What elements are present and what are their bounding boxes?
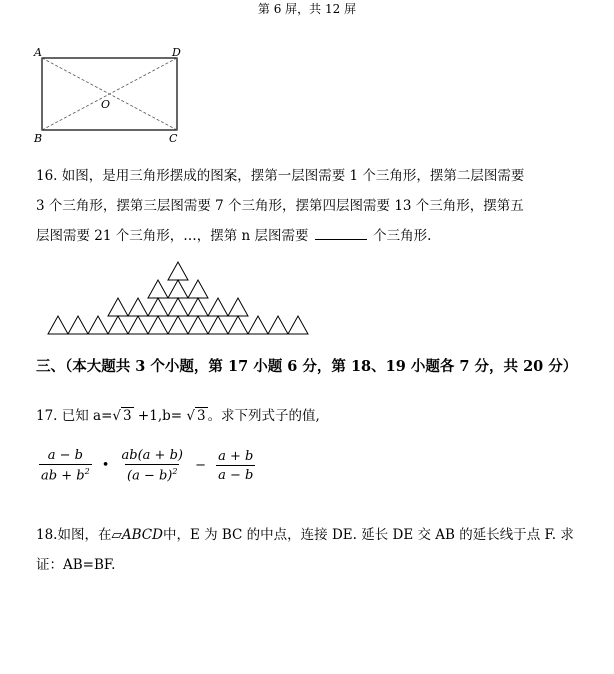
q17-expression [36, 448, 258, 483]
pattern-triangle [268, 316, 288, 334]
pattern-triangle [148, 316, 168, 334]
pattern-triangle [228, 298, 248, 316]
multiply-dot: • [101, 458, 110, 474]
q18-prefix: 18.如图，在 [36, 527, 112, 543]
pattern-triangle [188, 298, 208, 316]
label-d: D [172, 46, 181, 59]
pattern-triangle [188, 280, 208, 298]
pattern-triangle [128, 298, 148, 316]
pattern-triangle [248, 316, 268, 334]
fraction-1: $\frac{a - b}{ab + b^2}$ [41, 448, 90, 484]
pattern-triangle [68, 316, 88, 334]
pattern-triangle [188, 316, 208, 334]
sqrt-3-a: √ 3 [112, 408, 132, 424]
pattern-triangle [168, 316, 188, 334]
q17-prefix: 17. 已知 a= [36, 408, 113, 424]
pattern-triangle [288, 316, 308, 334]
q16-line3-after: 个三角形. [373, 228, 432, 244]
pattern-triangle [48, 316, 68, 334]
pattern-triangle [108, 316, 128, 334]
pattern-triangle [108, 298, 128, 316]
section-3-title: 三、（本大题共 3 个小题，第 17 小题 6 分，第 18、19 小题各 7 分，共 20 分） [36, 358, 578, 375]
q16-line3-before: 层图需要 21 个三角形，…，摆第 n 层图需要 [36, 228, 309, 244]
pattern-triangle [128, 316, 148, 334]
parallelogram-symbol: ▱ [111, 527, 122, 543]
pattern-triangle [208, 298, 228, 316]
pattern-triangle [208, 316, 228, 334]
pattern-triangle [88, 316, 108, 334]
label-b: B [34, 132, 43, 144]
q16-line1: 16. 如图，是用三角形摆成的图案，摆第一层图需要 1 个三角形，摆第二层图需要 [36, 168, 525, 184]
q18-suffix: 中，E 为 BC 的中点，连接 DE. 延长 DE 交 AB 的延长线于点 F. 求 [162, 527, 574, 543]
pattern-triangle [148, 298, 168, 316]
pattern-triangle [168, 280, 188, 298]
page-header: 第 6 屏，共 12 屏 [257, 2, 357, 16]
triangle-pattern-figure [36, 258, 326, 342]
label-a: A [34, 46, 42, 59]
label-c: C [169, 132, 178, 144]
sqrt-3-b: √ 3 [186, 408, 206, 424]
label-o: O [101, 98, 111, 111]
q16-line2: 3 个三角形，摆第三层图需要 7 个三角形，摆第四层图需要 13 个三角形，摆第五 [36, 198, 524, 214]
q18-line1 [36, 523, 574, 543]
pattern-triangle [168, 298, 188, 316]
q18-abcd: ABCD [121, 527, 163, 543]
q18-line2: 证：AB=BF. [36, 557, 116, 573]
pattern-triangle [148, 280, 168, 298]
q17-statement [36, 404, 320, 424]
q17-mid: +1,b= [133, 408, 187, 424]
fraction-3: $\frac{a + b}{a - b}$ [218, 448, 254, 483]
q16-line3 [36, 224, 431, 244]
pattern-triangle [228, 316, 248, 334]
rectangle-figure [30, 44, 200, 144]
pattern-triangle [168, 262, 188, 280]
fraction-2: $\frac{ab(a + b)}{(a - b)^2}$ [121, 448, 183, 484]
answer-blank [315, 227, 367, 240]
minus-sign: − [195, 458, 206, 474]
q17-suffix: 。求下列式子的值, [207, 408, 320, 424]
